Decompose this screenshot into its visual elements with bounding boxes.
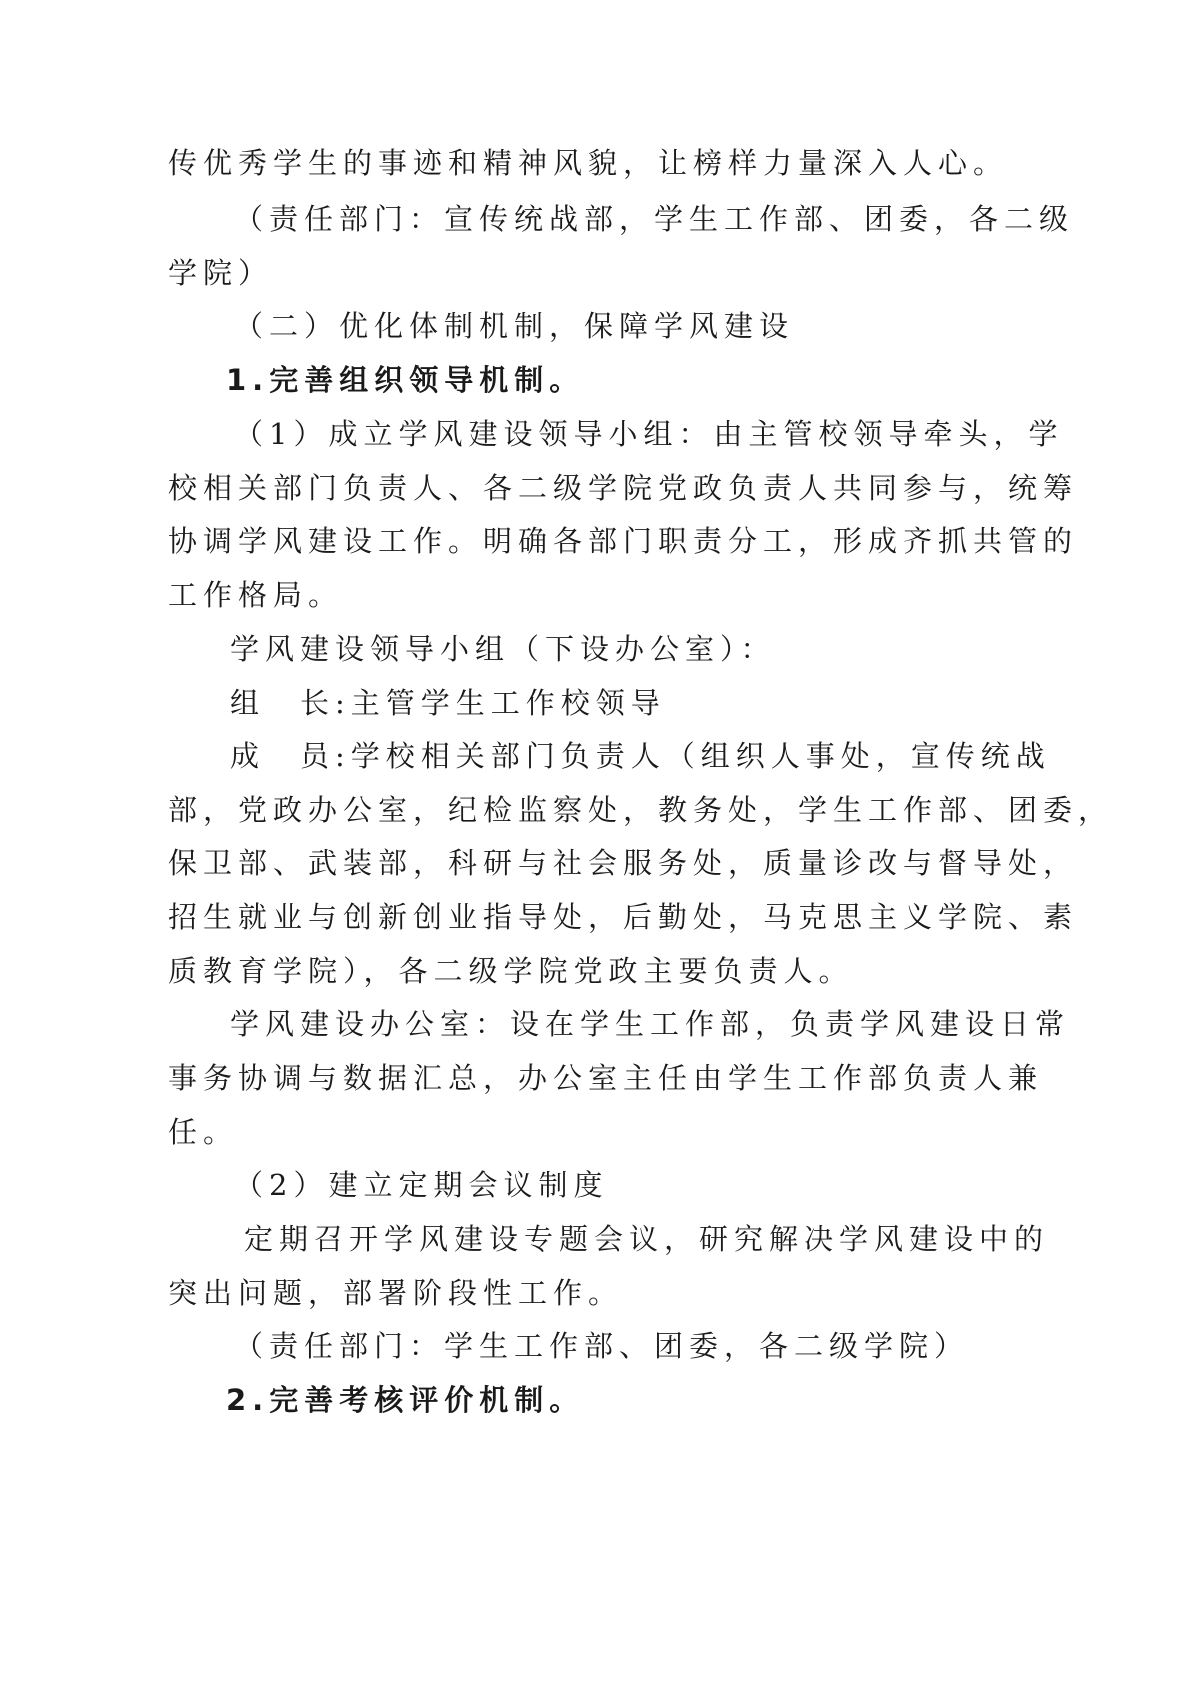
paragraph-line: 学风建设办公室：设在学生工作部，负责学风建设日常 [230,1007,1071,1041]
subsection-heading: 2.完善考核评价机制。 [226,1383,585,1417]
paragraph-line: 工作格局。 [168,578,344,612]
paragraph-line: 部，党政办公室，纪检监察处，教务处，学生工作部、团委， [168,793,1114,827]
subsection-heading: 1.完善组织领导机制。 [226,363,585,397]
paragraph-line: 传优秀学生的事迹和精神风貌，让榜样力量深入人心。 [168,146,1009,180]
paragraph-line: 协调学风建设工作。明确各部门职责分工，形成齐抓共管的 [168,524,1079,558]
paragraph-line: 校相关部门负责人、各二级学院党政负责人共同参与，统筹 [168,471,1079,505]
paragraph-line: （责任部门：宣传统战部，学生工作部、团委，各二级 [234,202,1075,236]
paragraph-line: 学风建设领导小组（下设办公室）： [230,632,776,666]
paragraph-line: 事务协调与数据汇总，办公室主任由学生工作部负责人兼 [168,1061,1044,1095]
paragraph-line: （2）建立定期会议制度 [234,1168,609,1202]
paragraph-line: 招生就业与创新创业指导处，后勤处，马克思主义学院、素 [168,900,1079,934]
paragraph-line: （1）成立学风建设领导小组：由主管校领导牵头，学 [234,417,1064,451]
paragraph-line: 任。 [168,1115,239,1149]
paragraph-line: 定期召开学风建设专题会议，研究解决学风建设中的 [244,1222,1050,1256]
paragraph-line: 质教育学院），各二级学院党政主要负责人。 [168,954,854,988]
section-heading: （二）优化体制机制，保障学风建设 [234,309,795,343]
paragraph-line: 组 长:主管学生工作校领导 [230,686,666,720]
paragraph-line: 成 员:学校相关部门负责人（组织人事处，宣传统战 [230,739,1051,773]
paragraph-line: 学院） [168,256,274,290]
paragraph-line: 保卫部、武装部，科研与社会服务处，质量诊改与督导处， [168,846,1079,880]
paragraph-line: 突出问题，部署阶段性工作。 [168,1276,624,1310]
paragraph-line: （责任部门：学生工作部、团委，各二级学院） [234,1329,970,1363]
